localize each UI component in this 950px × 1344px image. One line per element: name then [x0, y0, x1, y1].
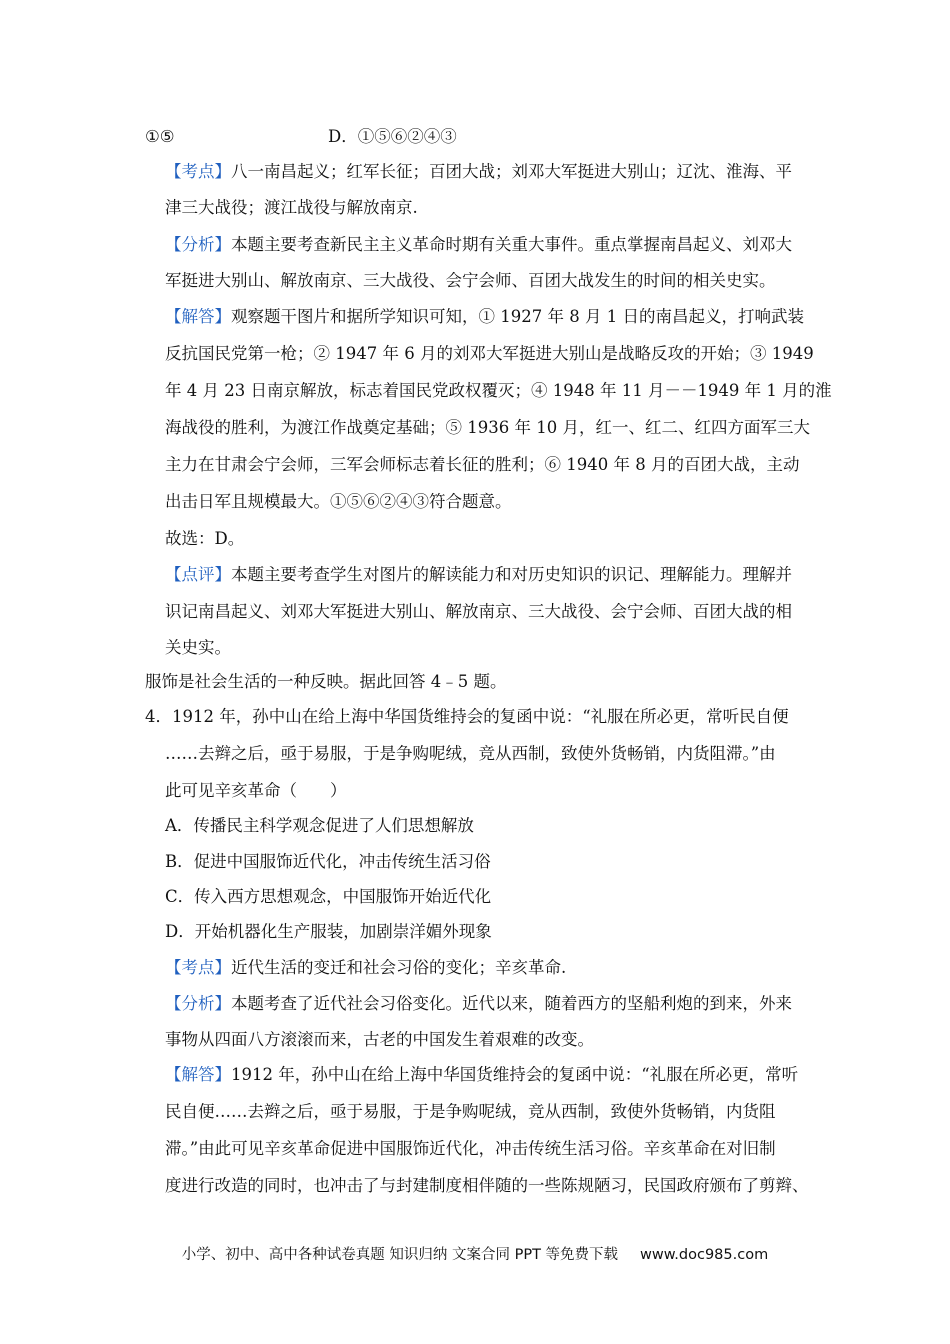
q3-answer: 故选：D。 — [165, 529, 245, 548]
footer-text: 小学、初中、高中各种试卷真题 知识归纳 文案合同 PPT 等免费下载 — [181, 1247, 619, 1263]
q3-jieda-line: 海战役的胜利，为渡江作战奠定基础；⑤ 1936 年 10 月，红一、红二、红四方面军三大 — [165, 418, 810, 437]
q4-stem-line: ……去辫之后，亟于易服，于是争购呢绒，竞从西制，致使外货畅销，内货阻滞。”由 — [165, 744, 776, 763]
q3-kaodian-text: 八一南昌起义；红军长征；百团大战；刘邓大军挺进大别山；辽沈、淮海、平 — [231, 162, 792, 181]
q4-fenxi — [165, 993, 792, 1015]
q3-jieda-line: 主力在甘肃会宁会师，三军会师标志着长征的胜利；⑥ 1940 年 8 月的百团大战，主动 — [165, 455, 800, 474]
q4-jieda-text: 1912 年，孙中山在给上海中华国货维持会的复函中说：“礼服在所必更，常听 — [231, 1065, 799, 1084]
q4-option-d: D．开始机器化生产服装，加剧崇洋媚外现象 — [165, 922, 492, 941]
q3-fenxi-line: 军挺进大别山、解放南京、三大战役、会宁会师、百团大战发生的时间的相关史实。 — [165, 271, 776, 290]
dianping-tag: 【点评】 — [165, 565, 231, 584]
kaodian-tag: 【考点】 — [165, 958, 231, 977]
q4-stem: 4．1912 年，孙中山在给上海中华国货维持会的复函中说：“礼服在所必更，常听民自便 — [145, 707, 789, 726]
q4-option-b: B．促进中国服饰近代化，冲击传统生活习俗 — [165, 852, 491, 871]
q3-jieda-line: 出击日军且规模最大。①⑤⑥②④③符合题意。 — [165, 492, 512, 511]
q4-jieda-line: 滞。”由此可见辛亥革命促进中国服饰近代化，冲击传统生活习俗。辛亥革命在对旧制 — [165, 1139, 776, 1158]
footer-link[interactable]: www.doc985.com — [640, 1247, 769, 1263]
q3-kaodian-line: 津三大战役；渡江战役与解放南京. — [165, 198, 418, 217]
q3-dianping — [165, 564, 792, 586]
q3-dianping-text: 本题主要考查学生对图片的解读能力和对历史知识的识记、理解能力。理解并 — [231, 565, 792, 584]
q4-option-c: C．传入西方思想观念，中国服饰开始近代化 — [165, 887, 492, 906]
option-d — [328, 126, 457, 148]
q4-fenxi-text: 本题考查了近代社会习俗变化。近代以来，随着西方的坚船利炮的到来，外来 — [231, 994, 792, 1013]
jieda-tag: 【解答】 — [165, 307, 231, 326]
q3-jieda-line: 年 4 月 23 日南京解放，标志着国民党政权覆灭；④ 1948 年 11 月－－1949 年 1 月的淮 — [165, 381, 832, 400]
jieda-tag: 【解答】 — [165, 1065, 231, 1084]
option-d-label: D． — [328, 127, 358, 146]
q4-kaodian — [165, 957, 566, 979]
q4-kaodian-text: 近代生活的变迁和社会习俗的变化；辛亥革命. — [231, 958, 567, 977]
q4-option-a: A．传播民主科学观念促进了人们思想解放 — [165, 816, 474, 835]
q3-jieda-text: 观察题干图片和据所学知识可知，① 1927 年 8 月 1 日的南昌起义，打响武装 — [231, 307, 804, 326]
fenxi-tag: 【分析】 — [165, 235, 231, 254]
q3-jieda — [165, 306, 804, 328]
kaodian-tag: 【考点】 — [165, 162, 231, 181]
q4-jieda-line: 度进行改造的同时，也冲击了与封建制度相伴随的一些陈规陋习，民国政府颁布了剪辫、 — [165, 1176, 809, 1195]
option-fragment: ①⑤ — [145, 127, 175, 146]
q3-fenxi-text: 本题主要考查新民主主义革命时期有关重大事件。重点掌握南昌起义、刘邓大 — [231, 235, 792, 254]
q4-fenxi-line: 事物从四面八方滚滚而来，古老的中国发生着艰难的改变。 — [165, 1030, 594, 1049]
q3-jieda-line: 反抗国民党第一枪；② 1947 年 6 月的刘邓大军挺进大别山是战略反攻的开始；③ 1949 — [165, 344, 814, 363]
q3-fenxi — [165, 234, 792, 256]
section-intro: 服饰是社会生活的一种反映。据此回答 4﹣5 题。 — [145, 672, 507, 691]
option-d-value: ①⑤⑥②④③ — [357, 127, 457, 146]
q3-dianping-line: 关史实。 — [165, 638, 231, 657]
q3-kaodian — [165, 161, 792, 183]
q4-jieda — [165, 1064, 798, 1086]
page-footer — [0, 1244, 950, 1266]
q4-jieda-line: 民自便……去辫之后，亟于易服，于是争购呢绒，竞从西制，致使外货畅销，内货阻 — [165, 1102, 776, 1121]
q3-dianping-line: 识记南昌起义、刘邓大军挺进大别山、解放南京、三大战役、会宁会师、百团大战的相 — [165, 602, 792, 621]
q4-stem-line: 此可见辛亥革命（ ） — [165, 781, 347, 800]
fenxi-tag: 【分析】 — [165, 994, 231, 1013]
